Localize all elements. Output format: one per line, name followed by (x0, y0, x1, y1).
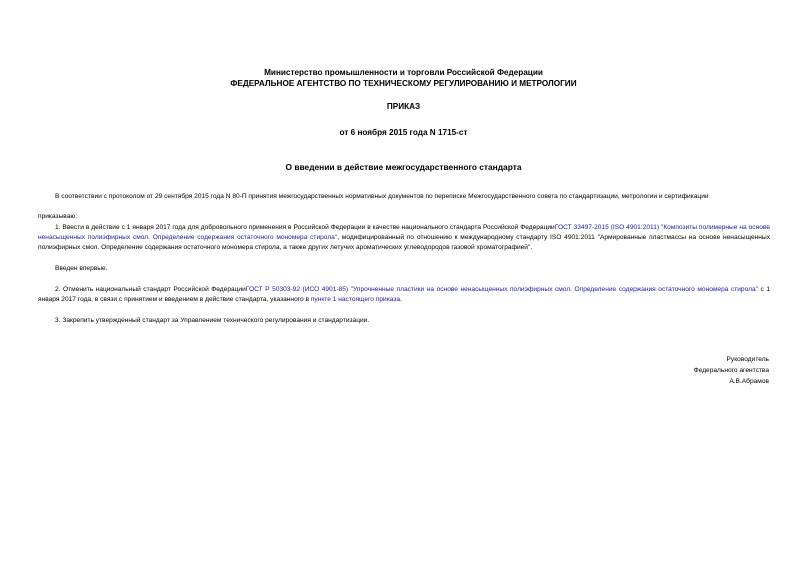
point-1-link[interactable]: пункте 1 настоящего приказа (310, 296, 401, 303)
date-number-heading: от 6 ноября 2015 года N 1715-ст (339, 128, 468, 137)
signature-role: Руководитель (726, 356, 769, 363)
agency-heading: ФЕДЕРАЛЬНОЕ АГЕНТСТВО ПО ТЕХНИЧЕСКОМУ РЕГУЛИРОВАНИЮ И МЕТРОЛОГИИ (230, 79, 577, 88)
item-1-pre-text: 1. Ввести в действие с 1 января 2017 года для добровольного применения в Российской Федерации в качестве национального стандарта Российской Федерации (55, 224, 555, 231)
item-1-post-text: , модифицированный по отношению к международному стандарту ISO 4901:2011 "Армированные пластмассы на основе ненасыщенных полиэфирных смол. Определение содержания остаточного мономера стирола, а также других летучих ароматических углеводородов газовой хроматографией". (38, 234, 770, 251)
signature-org: Федерального агентства (693, 367, 769, 374)
item-2-paragraph (38, 285, 770, 305)
gost-r-50303-link[interactable]: ГОСТ Р 50303-92 (ИСО 4901-85) "Упрочненные пластики на основе ненасыщенных полиэфирных смол. Определение содержания остаточного мономера стирола" (245, 286, 758, 293)
introduced-first-text: Введен впервые. (55, 265, 108, 272)
document-title: О введении в действие межгосударственного стандарта (285, 162, 522, 172)
item-2-mid-text: с 1 января 2017 года, в связи с принятием и введением в действие стандарта, указанного в (38, 286, 770, 303)
item-2-end-text: . (400, 296, 402, 303)
gost-33497-link[interactable]: ГОСТ 33497-2015 (ISO 4901:2011) "Композиты полимерные на основе ненасыщенных полиэфирных смол. Определение содержания остаточного мономера стирола" (38, 224, 770, 241)
preamble-paragraph: В соответствии с протоколом от 29 сентября 2015 года N 80-П принятия межгосударственных нормативных документов по переписке Межгосударственного совета по стандартизации, метрологии и сертификации (55, 193, 709, 200)
item-1-paragraph (38, 223, 770, 253)
item-2-pre-text: 2. Отменить национальный стандарт Российской Федерации (55, 286, 246, 293)
signature-name: А.В.Абрамов (729, 378, 769, 385)
item-3-paragraph: 3. Закрепить утвержденный стандарт за Управлением технического регулирования и стандартизации. (55, 317, 370, 324)
ministry-heading: Министерство промышленности и торговли Российской Федерации (264, 68, 543, 77)
doc-type-heading: ПРИКАЗ (386, 102, 421, 111)
prikazyvayu-text: приказываю: (38, 213, 78, 220)
